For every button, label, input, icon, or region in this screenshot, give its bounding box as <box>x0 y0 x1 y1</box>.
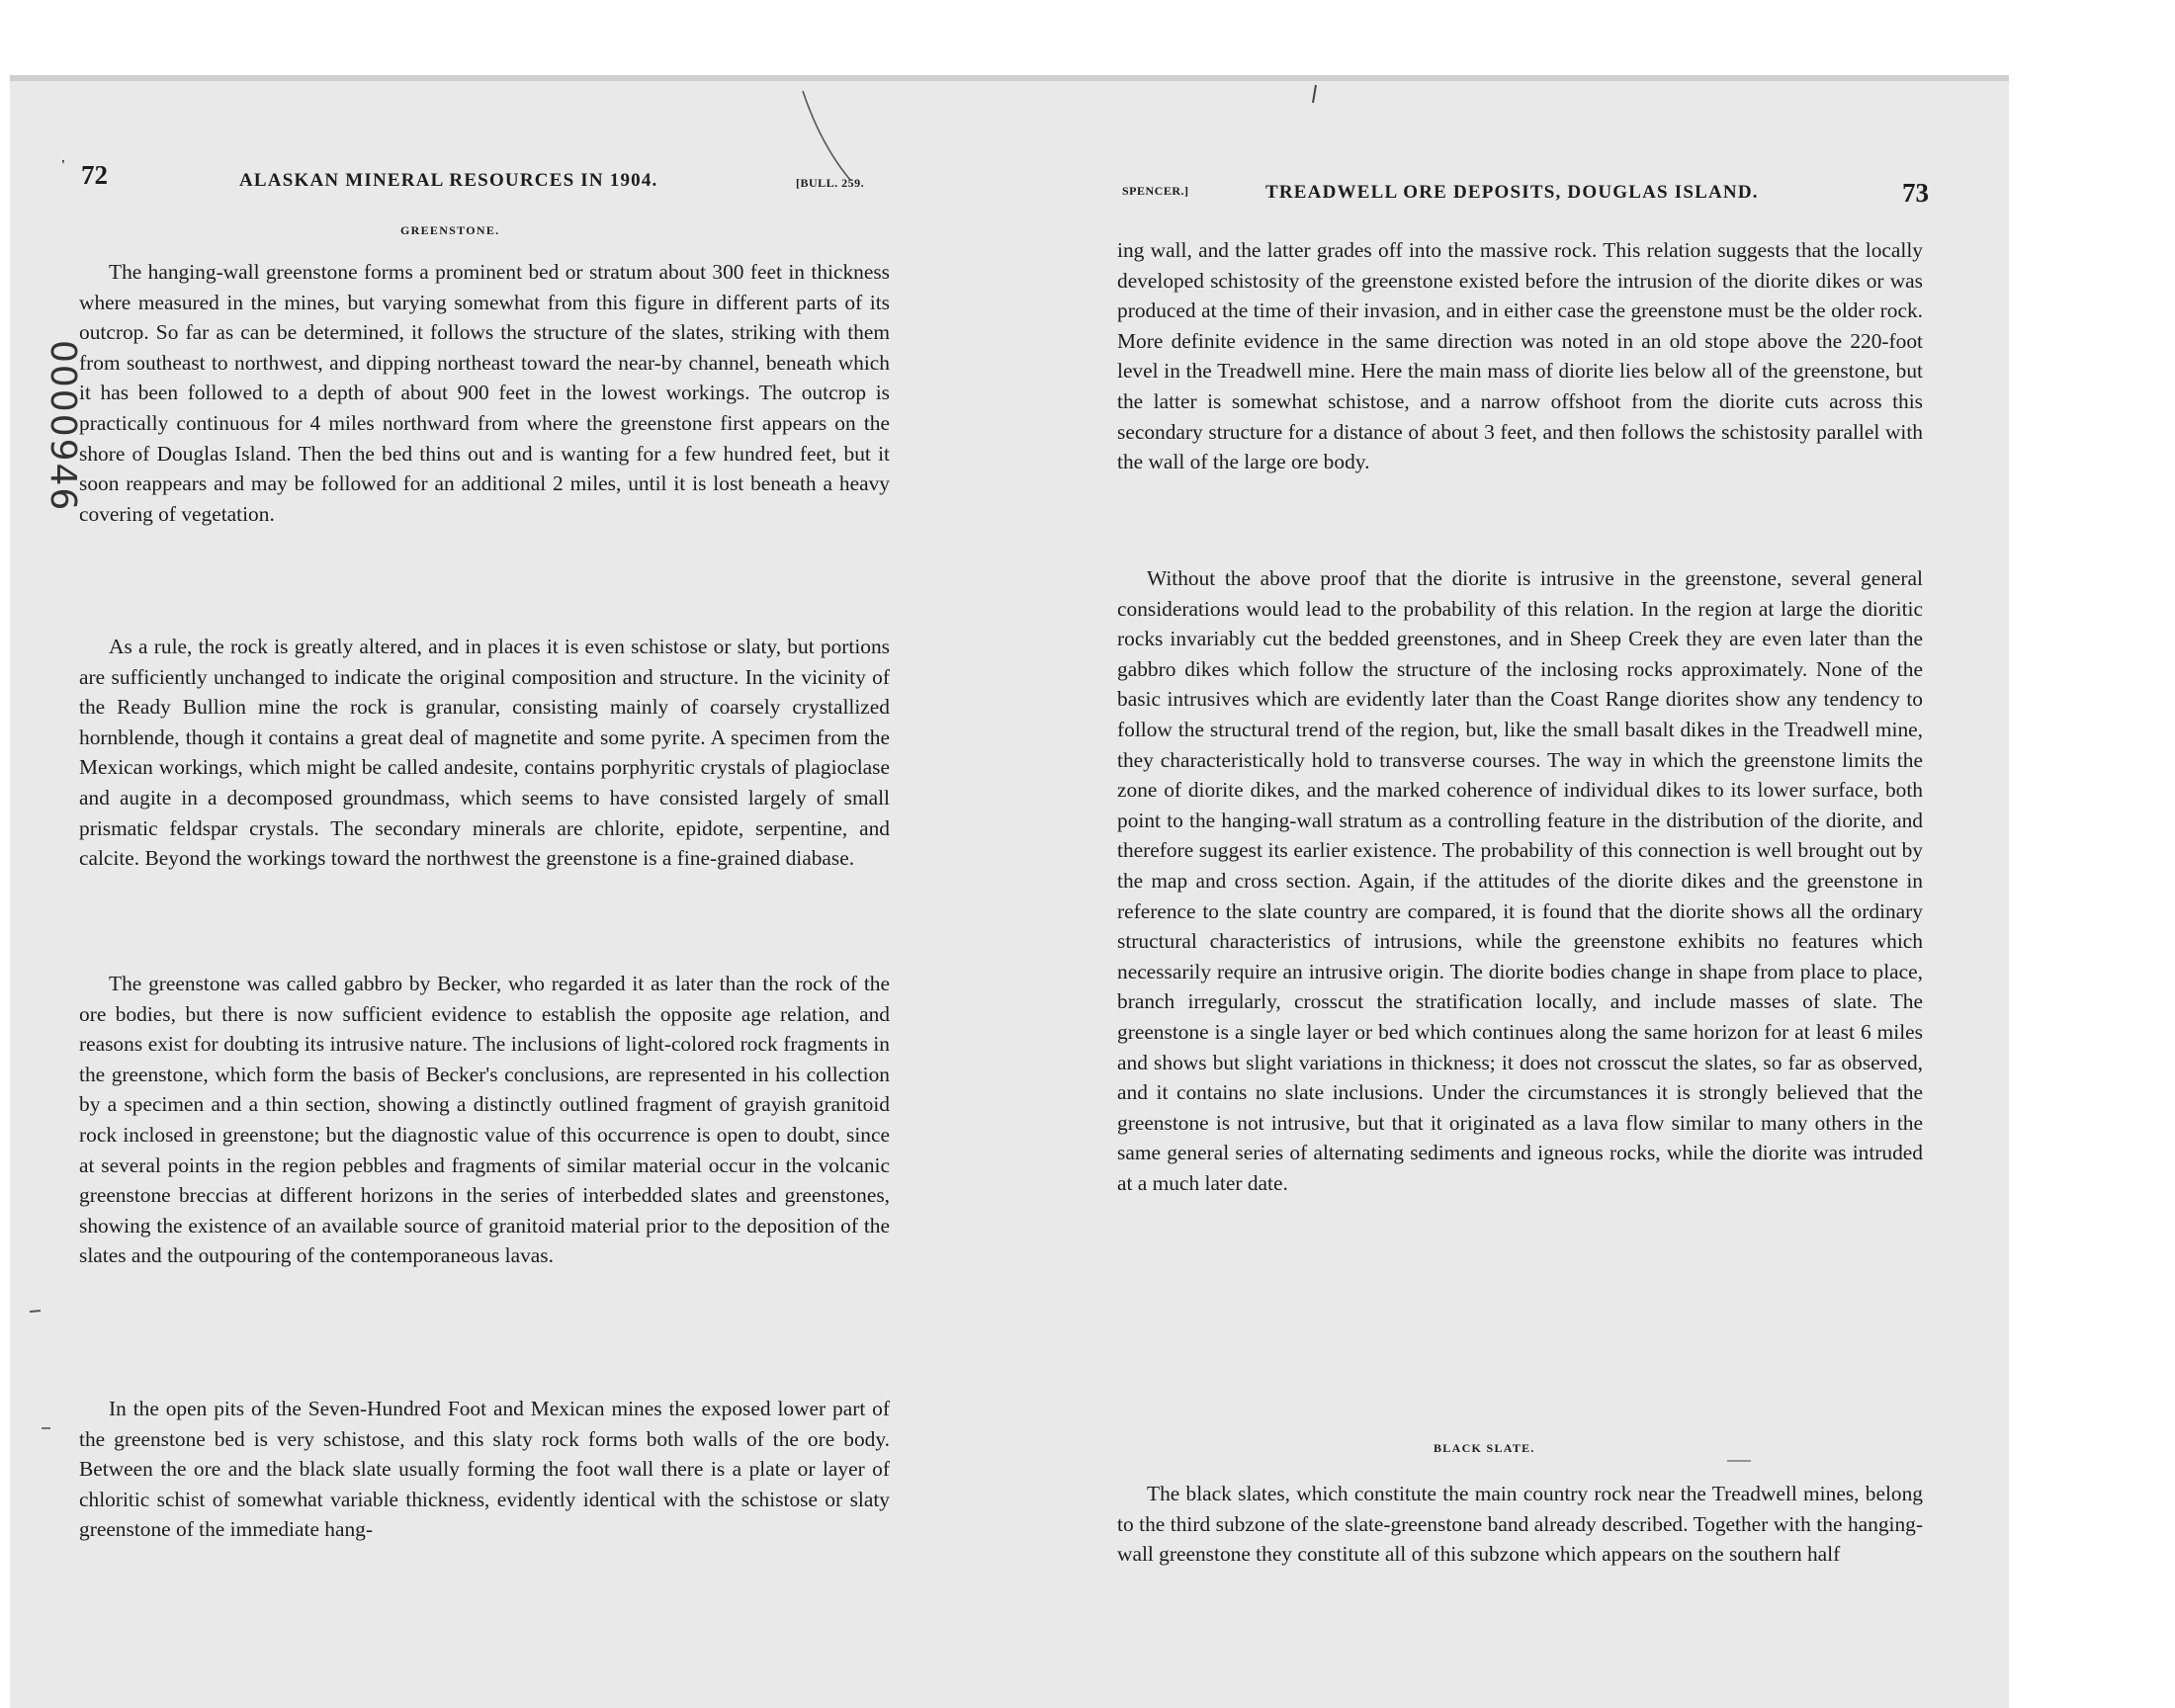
page-mark: ' <box>61 158 66 173</box>
section-heading: GREENSTONE. <box>400 223 500 237</box>
margin-stamp: 0000946 <box>43 340 83 513</box>
left-page <box>10 75 1018 1708</box>
page-number: 72 <box>81 160 108 190</box>
running-head: ALASKAN MINERAL RESOURCES IN 1904. <box>239 170 658 191</box>
section-heading: BLACK SLATE. <box>1434 1441 1535 1455</box>
paragraph: In the open pits of the Seven-Hundred Foot and Mexican mines the exposed lower part of the greenstone bed is very schistose, and this slaty rock forms both walls of the ore body. Between the ore and the black slate usually forming the foot wall there is a plate or layer of chloritic schist of somewhat variable thickness, evidently identical with the schistose or slaty greenstone of the immediate hang- <box>79 1397 890 1542</box>
paragraph: ing wall, and the latter grades off into the massive rock. This relation suggests that the locally developed schistosity of the greenstone existed before the intrusion of the diorite dikes or was produced at the time of their invasion, and in either case the greenstone must be the older rock. More definite evidence in the same direction was noted in an old stope above the 220-foot level in the Treadwell mine. Here the main mass of diorite lies below all of the greenstone, but the latter is somewhat schistose, and a narrow offshoot from the diorite cuts across this secondary structure for a distance of about 3 feet, and then follows the schistosity parallel with the wall of the large ore body. <box>1117 238 1923 474</box>
paragraph: Without the above proof that the diorite is intrusive in the greenstone, several general considerations would lead to the probability of this relation. In the region at large the dioritic rocks invariably cut the bedded greenstones, and in Sheep Creek they are even later than the gabbro dikes which follow the structure of the inclosing rocks approximately. None of the basic intrusives which are evidently later than the Coast Range diorites show any tendency to follow the structural trend of the region, but, like the small basalt dikes in the Treadwell mine, they characteristically hold to transverse courses. The way in which the greenstone limits the zone of diorite dikes, and the marked coherence of individual dikes to its lower surface, both point to the hanging-wall stratum as a controlling feature in the distribution of the diorite, and therefore suggest its earlier existence. The probability of this connection is well brought out by the map and cross section. Again, if the attitudes of the diorite dikes and the greenstone in reference to the slate country are compared, it is found that the diorite shows all the ordinary structural characteristics of intrusions, while the greenstone exhibits no features which necessarily require an intrusive origin. The diorite bodies change in shape from place to place, branch irregularly, crosscut the stratification locally, and include masses of slate. The greenstone is a single layer or bed which continues along the same horizon for at least 6 miles and shows but slight variations in thickness; it does not crosscut the slates, so far as observed, and it contains no slate inclusions. Under the circumstances it is strongly believed that the greenstone is not intrusive, but that it originated as a lava flow similar to many others in the same general series of alternating sediments and igneous rocks, while the diorite was intruded at a much later date. <box>1117 566 1923 1195</box>
paragraph: The black slates, which constitute the main country rock near the Treadwell mines, belong to the third subzone of the slate-greenstone band already described. Together with the hanging-wall greenstone they constitute all of this subzone which appears on the southern half <box>1117 1482 1923 1567</box>
paragraph: As a rule, the rock is greatly altered, and in places it is even schistose or slaty, but portions are sufficiently unchanged to indicate the original composition and structure. In the vicinity of the Ready Bullion mine the rock is granular, consisting mainly of coarsely crystallized hornblende, though it contains a great deal of magnetite and some pyrite. A specimen from the Mexican workings, which might be called andesite, contains porphyritic crystals of plagioclase and augite in a decomposed groundmass, which seems to have consisted largely of small prismatic feldspar crystals. The secondary minerals are chlorite, epidote, serpentine, and calcite. Beyond the workings toward the northwest the greenstone is a fine-grained diabase. <box>79 635 890 871</box>
running-head: TREADWELL ORE DEPOSITS, DOUGLAS ISLAND. <box>1265 182 1759 203</box>
right-page <box>1018 75 2009 1708</box>
pencil-dash <box>1725 1457 1755 1465</box>
bulletin-number: [BULL. 259. <box>796 176 865 190</box>
paragraph: The greenstone was called gabbro by Becker, who regarded it as later than the rock of the ore bodies, but there is now sufficient evidence to establish the opposite age relation, and reasons exist for doubting its intrusive nature. The inclusions of light-colored rock fragments in the greenstone, which form the basis of Becker's conclusions, are represented in his collection by a specimen and a thin section, showing a distinctly outlined fragment of grayish granitoid rock inclosed in greenstone; but the diagnostic value of this occurrence is open to doubt, since at several points in the region pebbles and fragments of similar material occur in the volcanic greenstone breccias at different horizons in the series of interbedded slates and greenstones, showing the existence of an available source of granitoid material prior to the deposition of the slates and the outpouring of the contemporaneous lavas. <box>79 972 890 1268</box>
paragraph: The hanging-wall greenstone forms a prominent bed or stratum about 300 feet in thickness where measured in the mines, but varying somewhat from this figure in different parts of its outcrop. So far as can be determined, it follows the structure of the slates, striking with them from southeast to northwest, and dipping northeast toward the near-by channel, beneath which it has been followed to a depth of about 900 feet in the lowest workings. The outcrop is practically continuous for 4 miles northward from where the greenstone first appears on the shore of Douglas Island. Then the bed thins out and is wanting for a few hundred feet, but it soon reappears and may be followed for an additional 2 miles, until it is lost beneath a heavy covering of vegetation. <box>79 260 890 526</box>
pencil-tick <box>40 1423 53 1433</box>
pencil-tick <box>28 1307 44 1317</box>
running-head-author: SPENCER.] <box>1122 184 1189 198</box>
page-number: 73 <box>1902 178 1929 208</box>
